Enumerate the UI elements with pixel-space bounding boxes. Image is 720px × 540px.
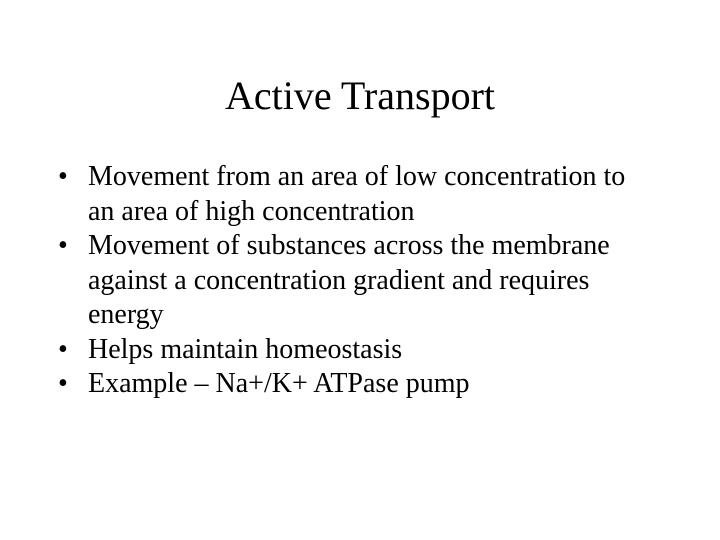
bullet-icon: •	[58, 230, 68, 261]
bullet-text: Movement from an area of low concentration to an area of high concentration	[88, 161, 626, 227]
slide-title: Active Transport	[225, 73, 495, 118]
bullet-icon: •	[58, 333, 68, 365]
bullet-item	[58, 160, 658, 229]
bullet-item	[58, 367, 658, 402]
bullet-icon: •	[58, 368, 68, 399]
bullet-item	[58, 229, 658, 333]
bullet-icon: •	[58, 161, 68, 192]
bullet-text: Movement of substances across the membrane against a concentration gradient and requires energy	[88, 230, 610, 330]
bullet-list	[58, 160, 658, 402]
bullet-item	[58, 333, 658, 368]
bullet-text: Example – Na+/K+ ATPase pump	[88, 368, 470, 399]
bullet-text: Helps maintain homeostasis	[88, 333, 403, 365]
